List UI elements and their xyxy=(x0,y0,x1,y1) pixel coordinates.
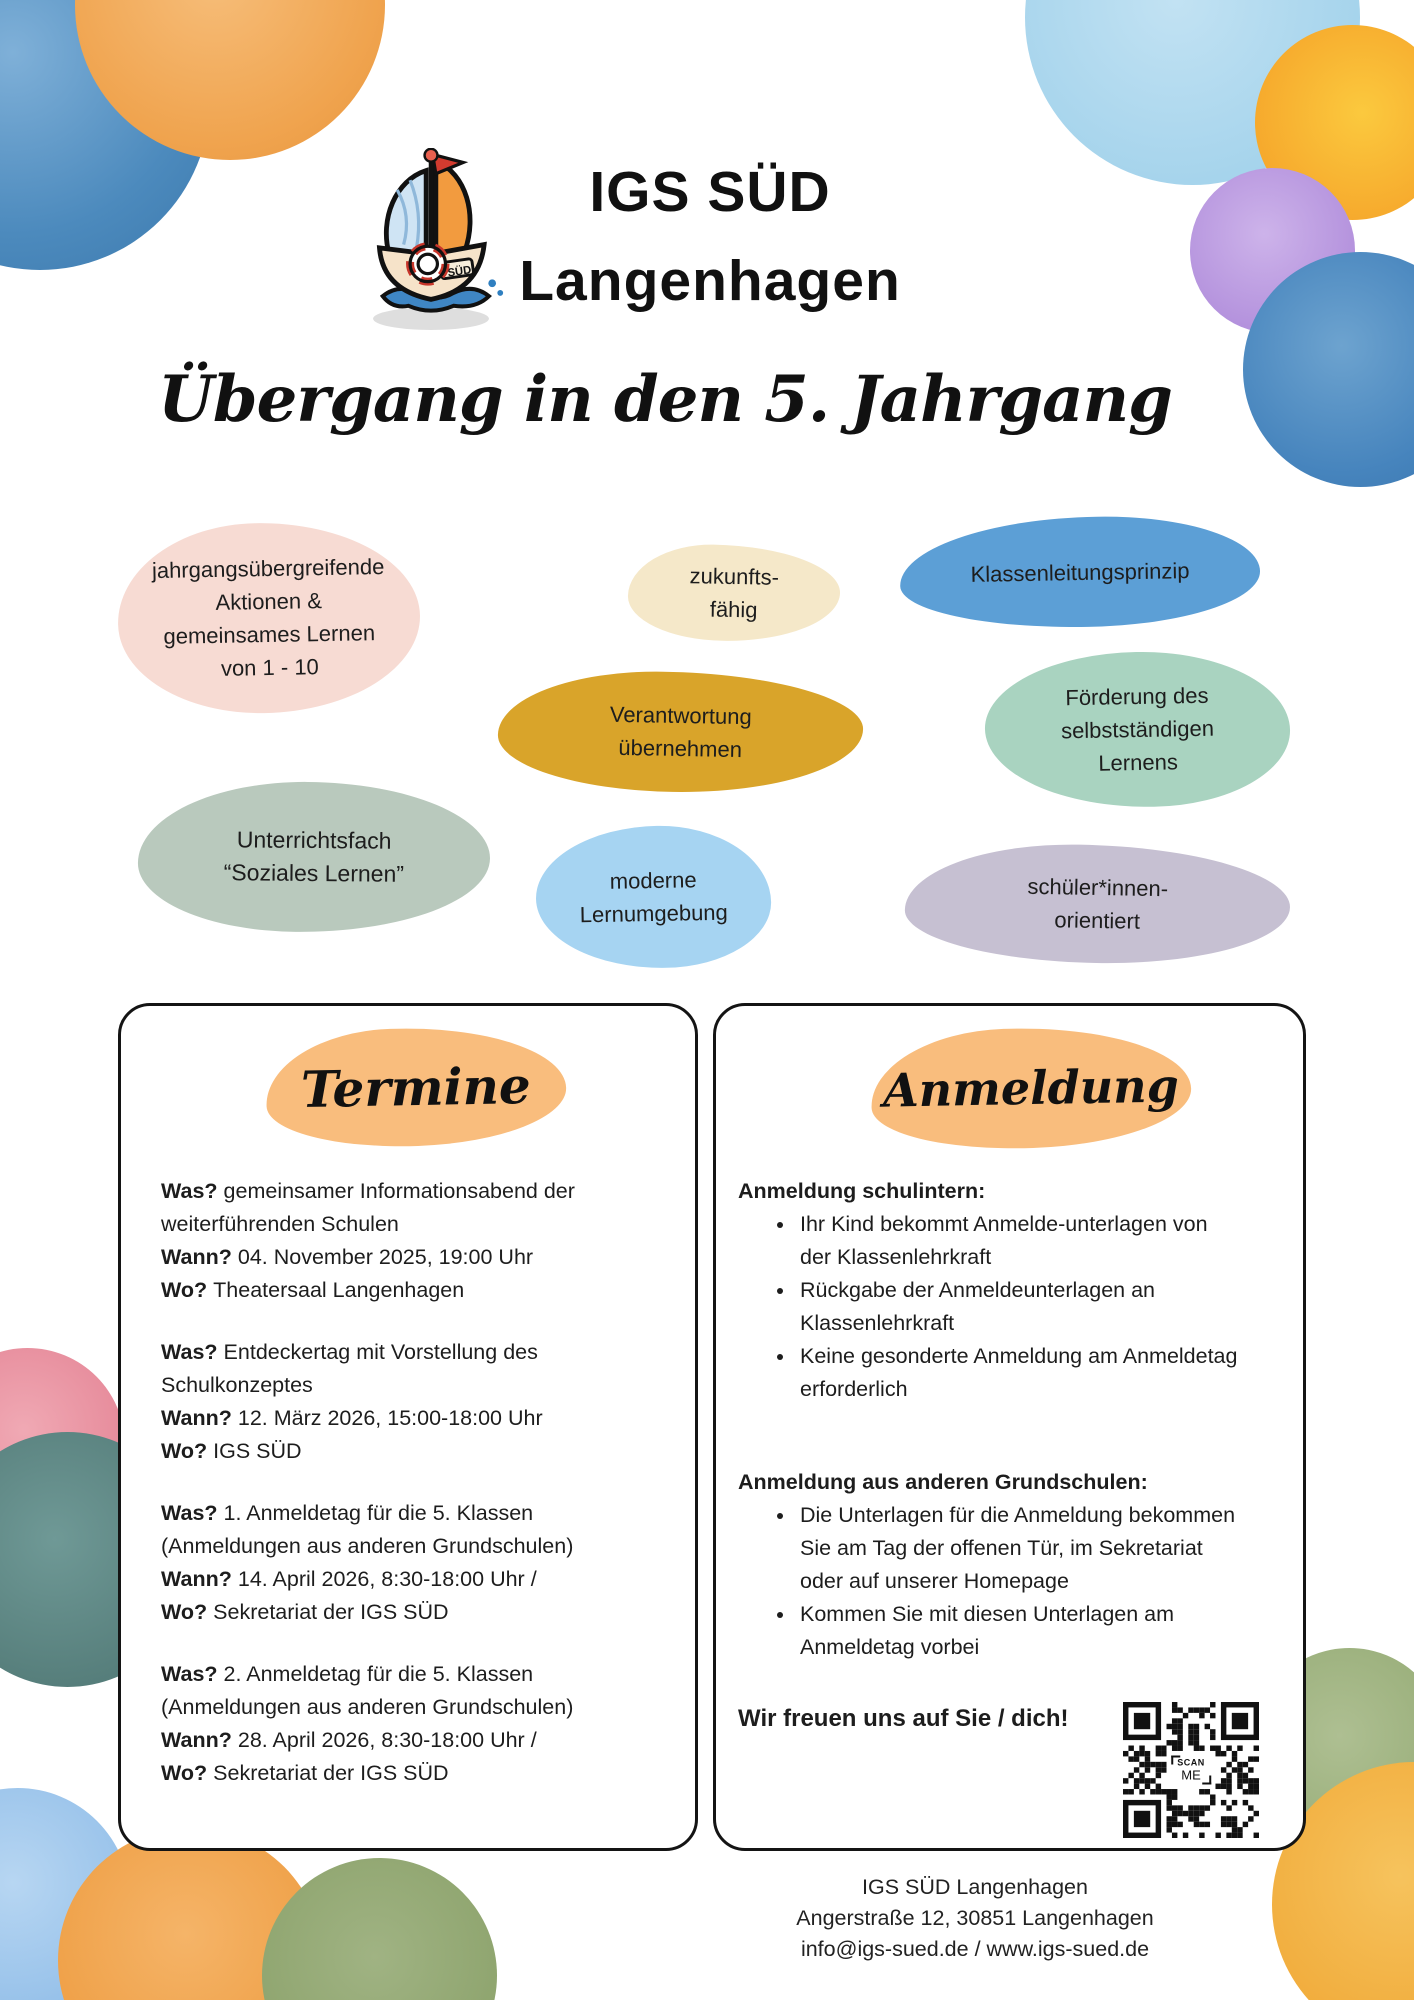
event-wann: 14. April 2026, 8:30-18:00 Uhr / xyxy=(237,1567,537,1591)
feature-blob-verantwortung: Verantwortung übernehmen xyxy=(497,669,864,795)
footer-line2: Angerstraße 12, 30851 Langenhagen xyxy=(796,1906,1154,1930)
school-name xyxy=(455,148,965,326)
label-was: Was? xyxy=(161,1501,218,1525)
anmeldung-content xyxy=(738,1175,1285,1758)
event-wann: 04. November 2025, 19:00 Uhr xyxy=(237,1245,534,1269)
school-name-line2: Langenhagen xyxy=(519,249,901,313)
qr-scan-me-label xyxy=(1171,1756,1211,1785)
event-wo: Sekretariat der IGS SÜD xyxy=(213,1600,449,1624)
feature-blob-moderne-lernumgebung: moderne Lernumgebung xyxy=(535,824,772,970)
event-wo: Sekretariat der IGS SÜD xyxy=(213,1761,449,1785)
qr-label-scan: SCAN xyxy=(1177,1757,1205,1768)
event-was: 2. Anmeldetag für die 5. Klassen (Anmeldungen aus anderen Grundschulen) xyxy=(161,1662,574,1719)
event-wo: Theatersaal Langenhagen xyxy=(213,1278,465,1302)
termine-event xyxy=(161,1497,675,1629)
footer-line3: info@igs-sued.de / www.igs-sued.de xyxy=(800,1937,1150,1961)
label-was: Was? xyxy=(161,1662,218,1686)
feature-blob-foerderung: Förderung des selbstständigen Lernens xyxy=(984,649,1292,809)
anmeldung-title: Anmeldung xyxy=(882,1058,1180,1118)
anmeldung-box xyxy=(713,1003,1306,1851)
termine-title-blob xyxy=(264,1023,568,1151)
logo-sail-text: SÜD xyxy=(446,264,473,280)
event-was: gemeinsamer Informationsabend der weiterführenden Schulen xyxy=(161,1179,575,1236)
school-name-line1: IGS SÜD xyxy=(589,160,831,224)
event-wo: IGS SÜD xyxy=(213,1439,302,1463)
label-wann: Wann? xyxy=(161,1728,232,1752)
label-was: Was? xyxy=(161,1340,218,1364)
closing-line: Wir freuen uns auf Sie / dich! xyxy=(738,1705,1069,1732)
anmeldung-section-heading: Anmeldung aus anderen Grundschulen: xyxy=(738,1470,1148,1494)
label-wo: Wo? xyxy=(161,1439,208,1463)
feature-blob-schuelerorientiert: schüler*innen- orientiert xyxy=(904,842,1291,967)
label-wo: Wo? xyxy=(161,1761,208,1785)
watercolor-blob-bottom-olive xyxy=(262,1858,497,2000)
bullet-item: • Kommen Sie mit diesen Unterlagen am Anmeldetag vorbei xyxy=(796,1598,1238,1664)
feature-blob-soziales-lernen: Unterrichtsfach “Soziales Lernen” xyxy=(137,780,490,933)
bullet-item: • Keine gesonderte Anmeldung am Anmeldetag erforderlich xyxy=(796,1340,1238,1406)
label-wo: Wo? xyxy=(161,1600,208,1624)
label-was: Was? xyxy=(161,1179,218,1203)
termine-box xyxy=(118,1003,698,1851)
anmeldung-title-blob xyxy=(869,1022,1193,1153)
page-title: Übergang in den 5. Jahrgang xyxy=(158,362,1172,437)
termine-event xyxy=(161,1658,675,1790)
termine-content xyxy=(161,1175,675,1819)
label-wann: Wann? xyxy=(161,1245,232,1269)
event-was: Entdeckertag mit Vorstellung des Schulkonzeptes xyxy=(161,1340,538,1397)
label-wann: Wann? xyxy=(161,1406,232,1430)
feature-blob-klassenleitungsprinzip: Klassenleitungsprinzip xyxy=(899,514,1261,630)
anmeldung-bullet-list xyxy=(738,1499,1285,1664)
anmeldung-bullet-list xyxy=(738,1208,1285,1406)
qr-code xyxy=(1123,1702,1259,1838)
anmeldung-section-heading: Anmeldung schulintern: xyxy=(738,1179,986,1203)
termine-title: Termine xyxy=(300,1055,532,1119)
feature-blob-jahrgangsuebergreifend: jahrgangsübergreifende Aktionen & gemeinsames Lernen von 1 - 10 xyxy=(116,520,421,715)
footer-line1: IGS SÜD Langenhagen xyxy=(862,1875,1088,1899)
event-wann: 12. März 2026, 15:00-18:00 Uhr xyxy=(237,1406,543,1430)
bullet-item: • Ihr Kind bekommt Anmelde-unterlagen von der Klassenlehrkraft xyxy=(796,1208,1238,1274)
event-wann: 28. April 2026, 8:30-18:00 Uhr / xyxy=(237,1728,537,1752)
bullet-item: • Die Unterlagen für die Anmeldung bekommen Sie am Tag der offenen Tür, im Sekretariat oder auf unserer Homepage xyxy=(796,1499,1238,1598)
footer-address xyxy=(655,1872,1295,1965)
feature-blob-zukunftsfaehig: zukunfts- fähig xyxy=(627,543,841,643)
termine-event xyxy=(161,1336,675,1468)
event-was: 1. Anmeldetag für die 5. Klassen (Anmeldungen aus anderen Grundschulen) xyxy=(161,1501,574,1558)
termine-event xyxy=(161,1175,675,1307)
bullet-item: • Rückgabe der Anmeldeunterlagen an Klassenlehrkraft xyxy=(796,1274,1238,1340)
qr-label-me: ME xyxy=(1181,1767,1201,1783)
label-wo: Wo? xyxy=(161,1278,208,1302)
label-wann: Wann? xyxy=(161,1567,232,1591)
